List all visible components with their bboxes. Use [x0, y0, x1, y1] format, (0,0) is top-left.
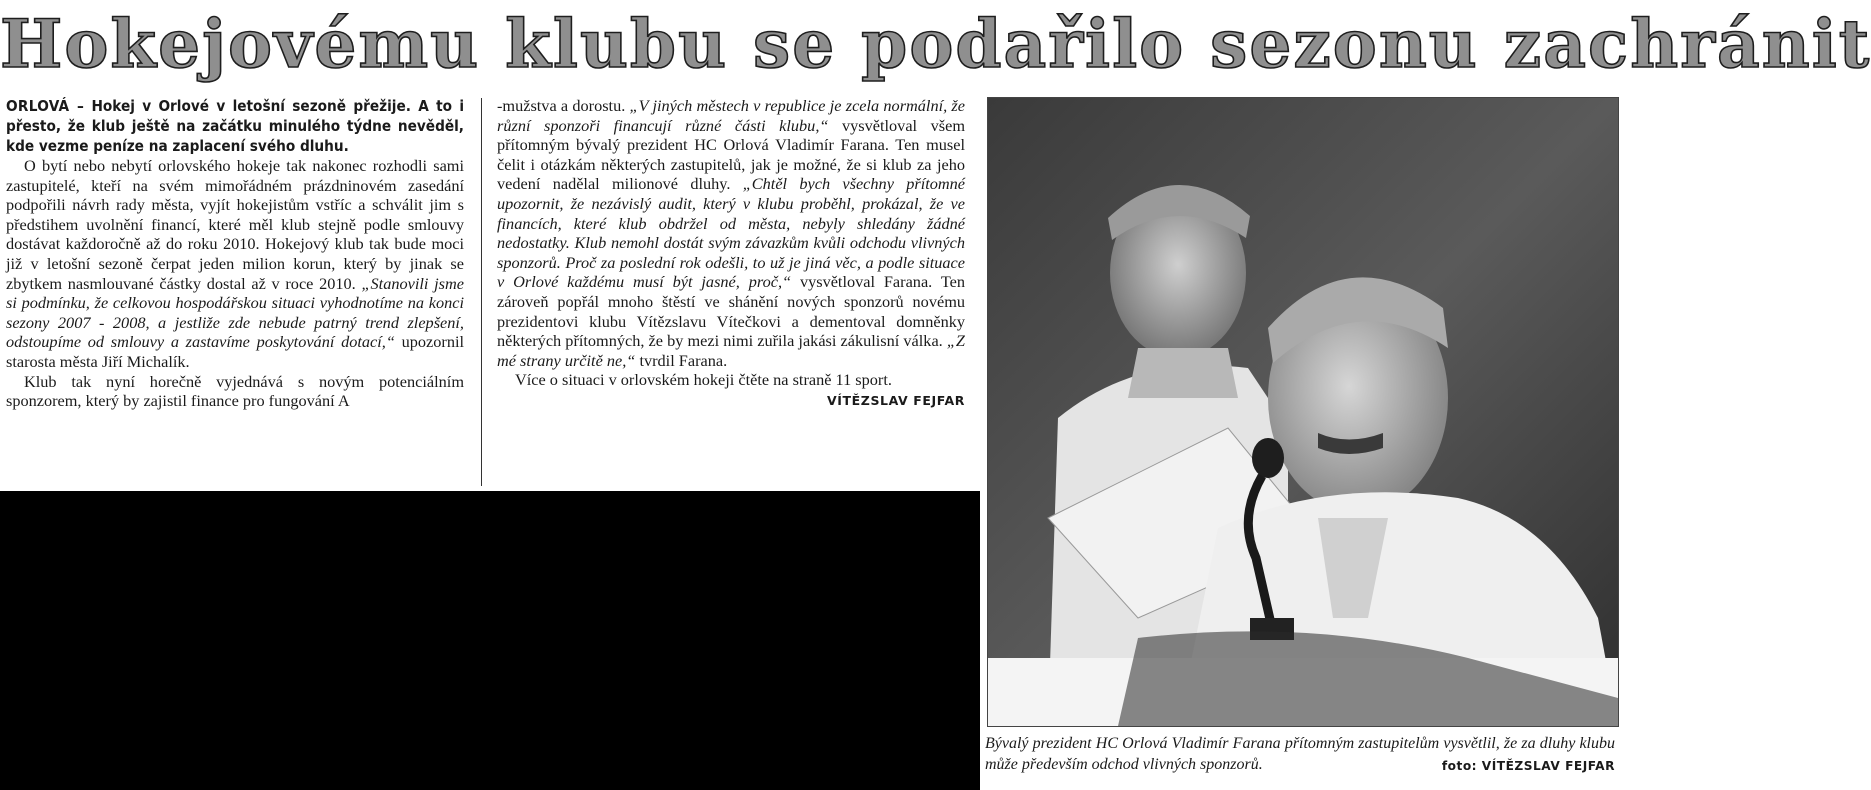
quote: „Stanovili jsme si podmínku, že celkovou hospodářskou situaci vyhodnotíme na konci sezony 2007 - 2008, a jestliže zde nebude patrný trend zlepšení, odstoupíme od smlouvy a zastavíme poskytování dotací,“ [6, 273, 464, 352]
dateline: ORLOVÁ – [6, 97, 85, 115]
text-run: O bytí nebo nebytí orlovského hokeje tak nakonec rozhodli sami zastupitelé, kteří na svém mimořádném prázdninovém zasedání podpořili návrh rady města, vyjít hokejistům vstříc a schválit jim s předstihem uvolnění financí, které měl klub stejně podle smlouvy dostávat každoročně až do roku 2010. Hokejový klub tak bude moci již v letošní sezoně čerpat jeden milion korun, který by jinak se zbytkem nasmlouvané částky dostal až v roce 2010. [6, 156, 464, 293]
text-run: Více o situaci v orlovském hokeji čtěte na straně 11 sport. [515, 370, 892, 390]
headline: Hokejovému klubu se podařilo sezonu zachránit [0, 5, 1871, 83]
lead-text: Hokej v Orlové v letošní sezoně přežije. A to i přesto, že klub ještě na začátku minulého týdne nevěděl, kde vezme peníze na zaplacení svého dluhu. [6, 97, 464, 155]
quote: „V jiných městech v republice je zcela normální, že různí sponzoři financují různé části klubu,“ [497, 96, 965, 135]
photo-credit: foto: VÍTĚZSLAV FEJFAR [1441, 759, 1615, 773]
quote: „Z mé strany určitě ne,“ [497, 331, 965, 370]
paragraph: Klub tak nyní horečně vyjednává s novým potenciálním sponzorem, který by zajistil finance pro fungování A [6, 371, 464, 411]
paragraph [497, 370, 965, 408]
news-photo [987, 97, 1619, 727]
photo-caption [985, 733, 1615, 777]
article-lead [6, 96, 464, 156]
paragraph [497, 96, 965, 370]
paragraph [6, 156, 464, 372]
byline: VÍTĚZSLAV FEJFAR [826, 392, 965, 408]
caption-text: Bývalý prezident HC Orlová Vladimír Farana přítomným zastupitelům vysvětlil, že za dluhy klubu může především odchod vlivných sponzorů. [985, 735, 1615, 773]
text-run: tvrdil Farana. [635, 350, 728, 370]
article-column-1 [6, 96, 464, 411]
column-divider [481, 98, 482, 486]
text-run: upozornil starosta města Jiří Michalík. [6, 332, 465, 371]
text-run: -mužstva a dorostu. [497, 96, 630, 115]
article-column-2 [497, 96, 965, 411]
text-run: vysvětloval Farana. Ten zároveň popřál mnoho štěstí ve shánění nových sponzorů novému prezidentovi klubu Vítězslavu Vítečkovi a dementoval domněnky některých přítomných, že by mezi nimi zuřila jakási zákulisní válka. [497, 272, 965, 351]
redacted-area [0, 491, 980, 790]
text-run: vysvětloval všem přítomným bývalý prezident HC Orlová Vladimír Farana. Ten musel čelit i otázkám některých zastupitelů, jak je možné, že si klub za jeho vedení nadělal milionové dluhy. [497, 115, 965, 194]
quote: „Chtěl bych všechny přítomné upozornit, že nezávislý audit, který v klubu proběhl, prokázal, že ve financích, které klub obdržel od města, nebyly shledány žádné nedostatky. Klub nemohl dostát svým závazkům kvůli odchodu vlivných sponzorů. Proč za poslední rok odešli, to už je jiná věc, a podle situace v Orlové každému musí být jasné, proč,“ [497, 174, 966, 292]
